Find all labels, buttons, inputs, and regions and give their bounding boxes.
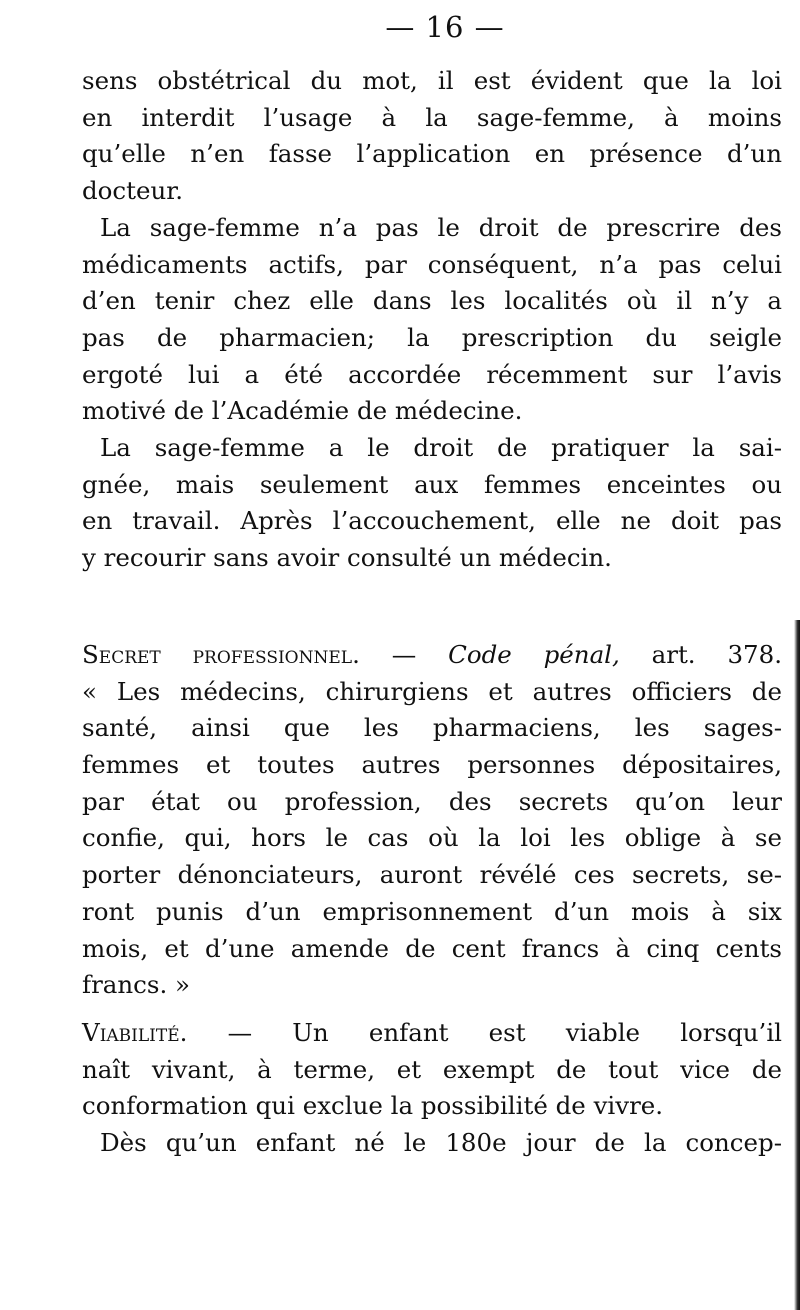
text-line: docteur. xyxy=(82,176,184,206)
heading-dash: — xyxy=(359,640,449,669)
text-line: femmes et toutes autres personnes dépositaires, xyxy=(82,750,782,780)
text-line: gnée, mais seulement aux femmes enceintes ou xyxy=(82,469,782,499)
text-line: francs. » xyxy=(82,970,191,1000)
text-line: conformation qui exclue la possibilité de vivre. xyxy=(82,1091,664,1121)
section-heading-line xyxy=(82,637,782,674)
text-line: d’en tenir chez elle dans les localités où il n’y a xyxy=(82,286,782,316)
text-line: Dès qu’un enfant né le 180e jour de la concep- xyxy=(100,1128,782,1157)
text-line: en interdit l’usage à la sage-femme, à moins xyxy=(82,102,782,132)
page-number: — 16 — xyxy=(385,10,505,44)
text-line: pas de pharmacien; la prescription du seigle xyxy=(82,323,782,353)
text-line: motivé de l’Académie de médecine. xyxy=(82,396,523,426)
text-line: mois, et d’une amende de cent francs à cinq cents xyxy=(82,933,782,963)
section-heading: Viabilité. xyxy=(82,1018,188,1047)
text-fragment: — Un enfant est viable lorsqu’il xyxy=(187,1018,782,1047)
paragraph-2 xyxy=(82,210,782,430)
code-reference: Code pénal, xyxy=(448,640,620,669)
paragraph-3 xyxy=(82,430,782,577)
text-line: ergoté lui a été accordée récemment sur l’avis xyxy=(82,359,782,389)
text-line: y recourir sans avoir consulté un médecin. xyxy=(82,543,612,573)
text-line: qu’elle n’en fasse l’application en présence d’un xyxy=(82,139,782,169)
text-line: ront punis d’un emprisonnement d’un mois à six xyxy=(82,896,782,926)
text-line: La sage-femme a le droit de pratiquer la sai- xyxy=(100,433,782,462)
text-line: sens obstétrical du mot, il est évident que la loi xyxy=(82,66,782,95)
section-heading-line xyxy=(82,1015,782,1052)
text-line: par état ou profession, des secrets qu’on leur xyxy=(82,786,782,816)
text-line: en travail. Après l’accouchement, elle ne doit pas xyxy=(82,506,782,536)
paragraph-6 xyxy=(82,1125,782,1162)
text-line: confie, qui, hors le cas où la loi les oblige à se xyxy=(82,823,782,853)
paragraph-1 xyxy=(82,63,782,210)
text-line: « Les médecins, chirurgiens et autres officiers de xyxy=(82,676,782,706)
text-line: médicaments actifs, par conséquent, n’a pas celui xyxy=(82,249,782,279)
paragraph-viabilite xyxy=(82,1015,782,1125)
text-line: La sage-femme n’a pas le droit de prescrire des xyxy=(100,213,782,242)
text-line: naît vivant, à terme, et exempt de tout vice de xyxy=(82,1054,782,1084)
page-edge-shadow xyxy=(794,620,800,1310)
text-line: santé, ainsi que les pharmaciens, les sages- xyxy=(82,713,782,743)
section-heading: Secret professionnel. xyxy=(82,640,360,669)
text-line: porter dénonciateurs, auront révélé ces secrets, se- xyxy=(82,860,782,890)
article-reference: art. 378. xyxy=(619,640,782,669)
paragraph-secret-professionnel xyxy=(82,637,782,1004)
